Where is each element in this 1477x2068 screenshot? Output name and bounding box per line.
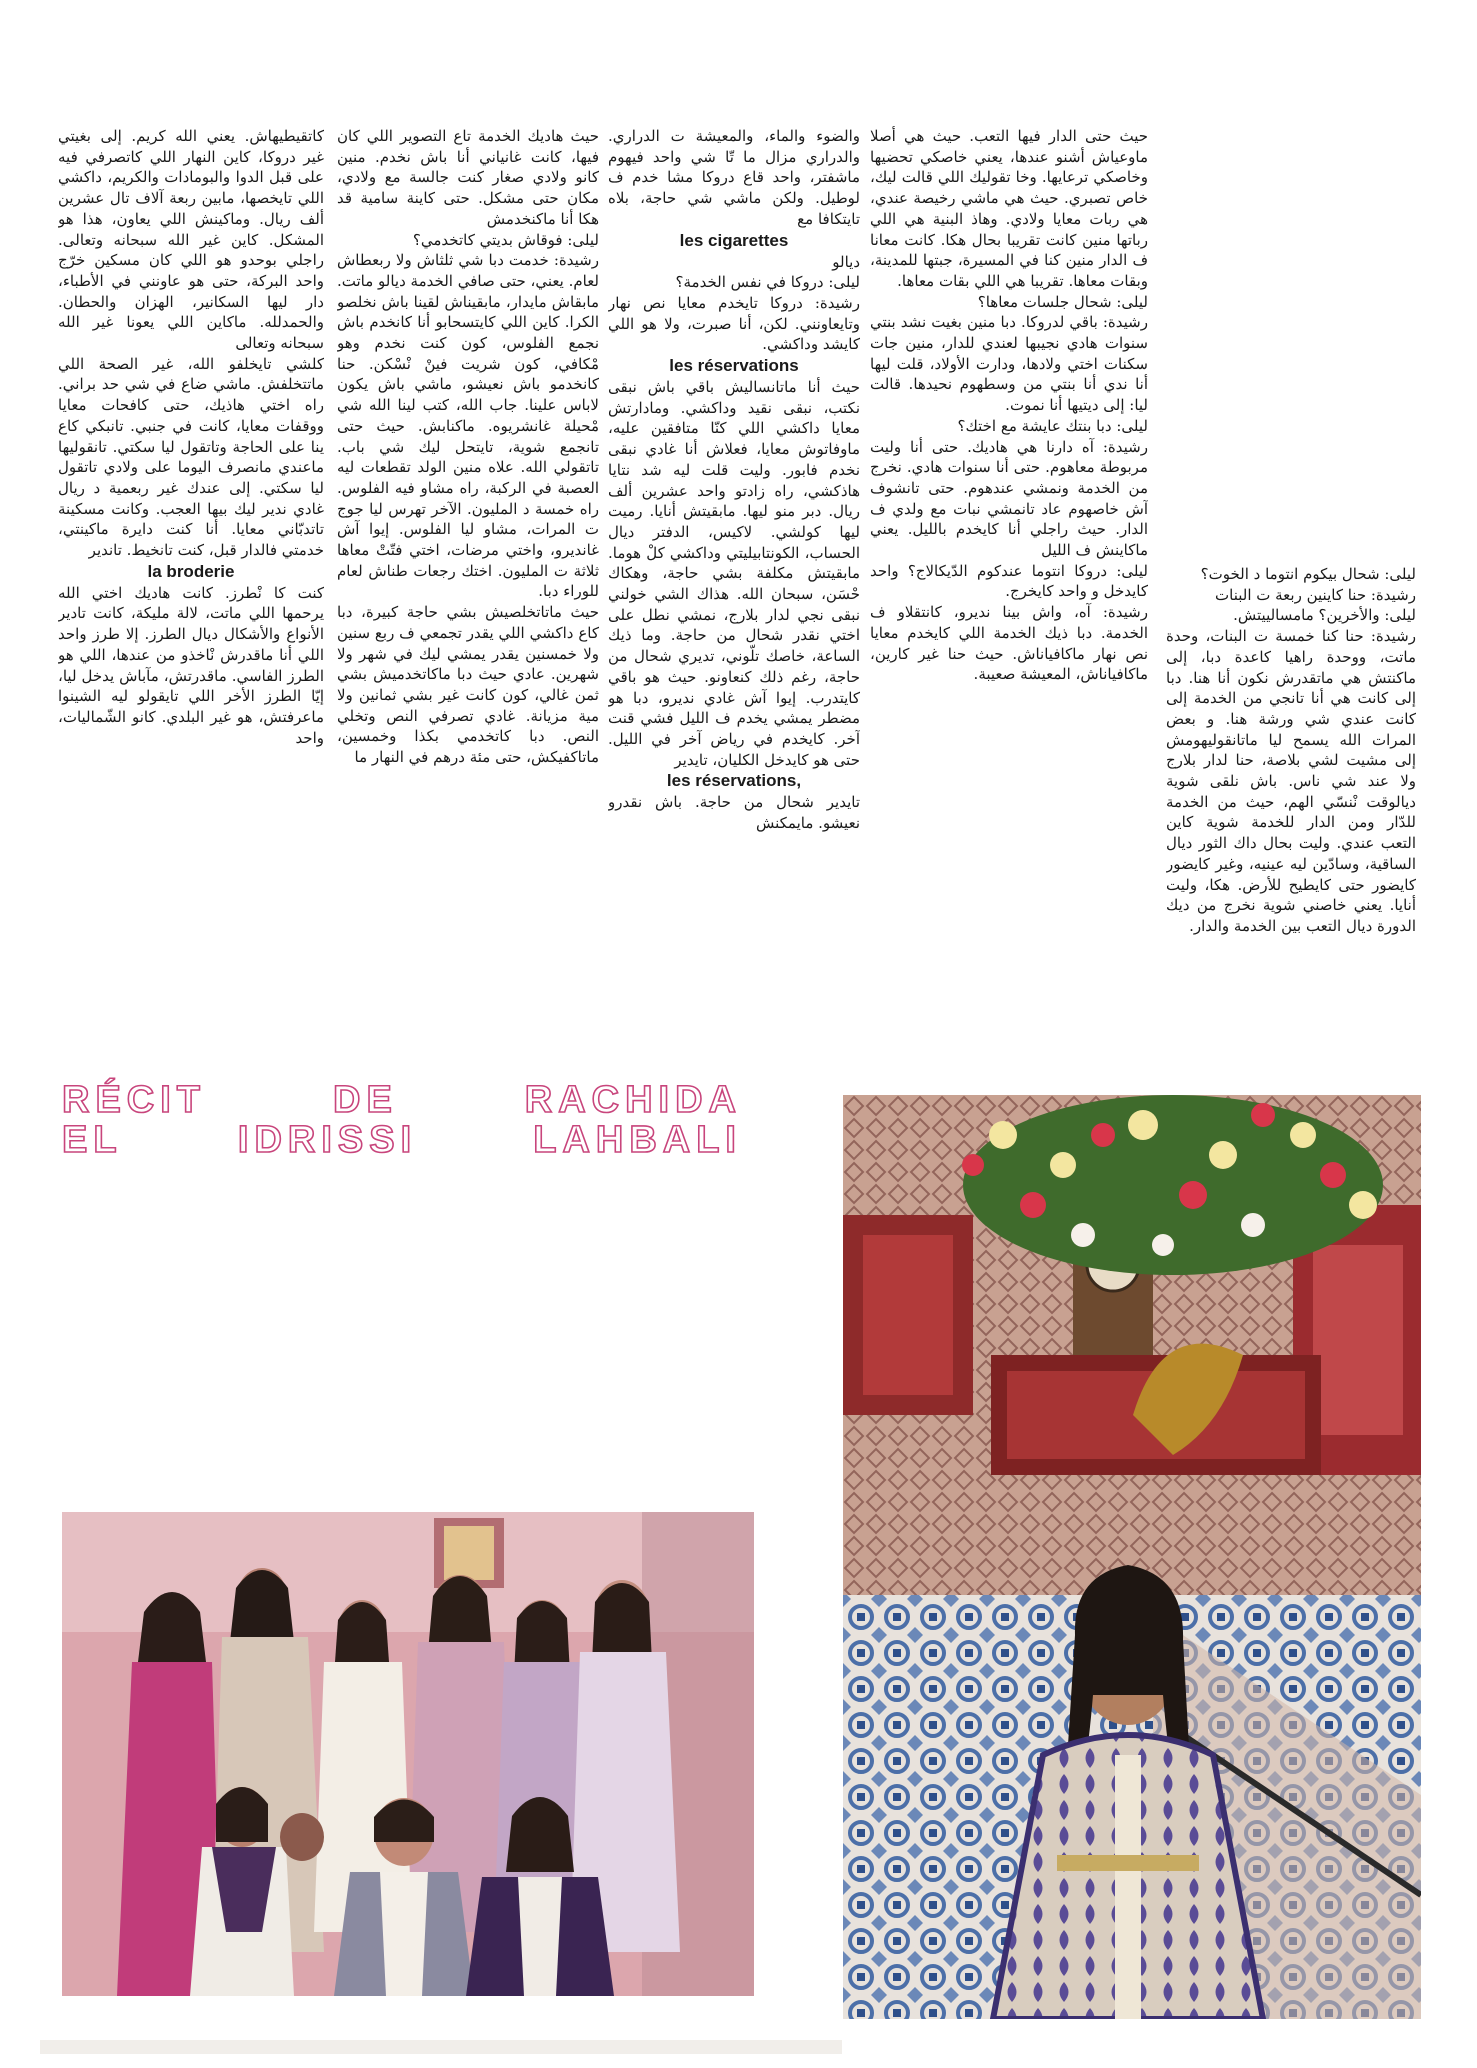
section-heading: la broderie — [147, 561, 235, 581]
paragraph: رشيدة: آه، واش بينا نديرو، كانتقلاو ف الخدمة. دبا ذيك الخدمة اللي كايخدم معايا نص نهار ماكافياناش. حيث حنا غير كارين، ماكافياناش، المعيشة صعيبة. — [870, 603, 1148, 684]
paragraph: حيث ماتاتخلصيش بشي حاجة كبيرة، دبا كاع داكشي اللي يقدر تجمعي ف ربع سنين ولا خمسنين يقدر يمشي ليك في شهر ولا شهرين. عادي حيث دبا ماكاتخدميش بشي ثمن غالي، كون كانت غير بشي ثمانين ولا مية مزيانة. غادي تصرفي النص وتخلي النص. دبا كاتخدمي بكذا وخمسين، ماتاكفيكش، حتى مئة درهم في النهار ما — [337, 603, 599, 767]
group-photo — [62, 1512, 754, 1996]
paragraph: حيث أنا ماتانساليش باقي باش نبقى نكتب، نبقى نقيد وداكشي. ومادارتش معايا داكشي اللي كنّا متافقين عليه، ماوفاتوش معايا، فعلاش أنا غادي نبقى نخدم فابور. وليت قلت ليه شد نتايا هاذكشي، راه زادتو واحد عشرين ألف ريال. دبر منو ليها. مابقيتش أنايا. رميت ليها كولشي. لاكيس، الدفتر ديال الحساب، الكونتابيليتي وداكشي كلْ هوما. مابقيتش مكلفة بشي حاجة، وهكاك حْسَن، سبحان الله. هذاك الشي خولني نبقى نجي لدار بلارج، نمشي نطل على اختي نقدر شحال من حاجة. وما ذيك الساعة، خاصك تلّوني، تديري شحال من حاجة، رغم ذلك كنعاونو. حيث هو باقي كايتدرب. إيوا آش غادي نديرو، دبا هو مضطر يمشي يخدم ف الليل فشي قنت آخر. كايخدم في رياض آخر في الليل. حتى هو كايدخل الكليان، تايدير — [608, 378, 860, 769]
article-title-line-2: EL IDRISSI LAHBALI — [62, 1119, 742, 1161]
article-title-line-1: RÉCIT DE RACHIDA — [62, 1079, 742, 1121]
portrait-photo — [843, 1095, 1421, 2019]
paragraph: ليلى: شحال بيكوم انتوما د الخوت؟ رشيدة: حنا كاينين ربعة ت البنات ليلى: والأخرين؟ مامسالييتش. رشيدة: حنا كنا خمسة ت البنات، وحدة ماتت، ووحدة راهيا كاعدة دبا، إلى ماكنتش هي ماتقدرش نكون أنا هنا. دبا إلى كانت هي أنا تانجي من الخدمة إلى كانت عندي شي ورشة هنا. و بعض المرات الله يسمح ليا ماتانقوليهومش إلى مشيت لشي بلاصة، حنا لدار بلارج ولا عند شي ناس. باش نلقى شوية ديالوقت نْنسّي الهم، حيث من الخدمة للدّار ومن الدار للخدمة شوية كاين التعب عندي. وليت بحال داك الثور ديال الساقية، وسادّين ليه عينيه، وغير كايضور كايضور حتى كايطيح للأرض. هكا، وليت أنايا. يعني خاصني شوية نخرج من ديك الدورة ديال التعب بين الخدمة والدار. — [1166, 565, 1416, 935]
text-column-4 — [337, 126, 599, 1066]
portrait-photo-drawing — [843, 1095, 1421, 2019]
paragraph: ليلى: دبا بنتك عايشة مع اختك؟ رشيدة: آه دارنا هي هاديك. حتى أنا وليت مربوطة معاهوم. حتى أنا سنوات هادي. نخرج من الخدمة ونمشي عندهوم. حتى تانشوف آش خاصهوم عاد تانمشي نبات مع ولدي ف الدار. حيث راجلي أنا كايخدم بالليل. يعني ماكاينش ف الليل — [870, 416, 1148, 560]
article-title — [62, 1080, 742, 1160]
text-column-1 — [1166, 564, 1416, 1084]
text-column-5 — [58, 126, 324, 1066]
section-heading: les réservations — [669, 356, 799, 376]
text-column-2 — [870, 126, 1148, 1066]
paragraph: حيث هاديك الخدمة تاع التصوير اللي كان فيها، كانت غانياني أنا باش نخدم. منين كانو ولادي صغار كنت جالسة مع ولادي، مكان حتى مشكل. حتى كاينة سامية قد هكا أنا ماكنخدمش — [337, 127, 599, 228]
paragraph: تايدير شحال من حاجة. باش نقدرو نعيشو. مايمكنش — [608, 793, 860, 833]
paragraph: كاتقيطيهاش. يعني الله كريم. إلى بغيتي غير دروكا، كاين النهار اللي كاتصرفي فيه على قبل الدوا والبومادات والكريم، داكشي اللي تايخصها، مابين ربعة آلاف تال عشرين ألف ريال. وماكينش اللي يعاون، هذا هو المشكل. كاين غير الله سبحانه وتعالى. راجلي بوحدو هو اللي كان مسكين خرّج واحد البركة، حتى هو عاونني في الأطباء، دار ليها السكانير، الهزان والحطان. والحمدلله. ماكاين اللي يعونا غير الله سبحانه وتعالى — [58, 127, 324, 353]
group-photo-drawing — [62, 1512, 754, 1996]
paragraph: ليلى: فوقاش بديتي كاتخدمي؟ رشيدة: خدمت دبا شي ثلثاش ولا ربعطاش لعام. يعني، حتى صافي الخدمة ديالو ماتت. مابقاش مايدار، مابقيناش لقينا باش نخلصو الكرا. كاين اللي كايتسحابو أنا كانخدم باش نجمع الفلوس، كون كنت نخدم وهو مْكافي، كون شريت فينْ نْسْكن. حنا كانخدمو باش نعيشو، ماشي باش يكون لاباس علينا. جاب الله، كتب لينا الله شي مْحيلة غانشريوه. ماكنابش. حيث حتى تانجمع شوية، تايتحل ليك شي باب. تاتقولي الله. علاه منين الولد تقطعات ليه العصبة في الركبة، راه مشاو فيه الفلوس. راه خمسة د المليون. الآخر تهرس ليا جوج ت المرات، مشاو ليا الفلوس. إيوا آش غانديرو، واختي مرضات، اختي فتّتْ معاها ثلاثة ت المليون. اختك رجعات طناش لعام للوراء دبا. — [337, 230, 599, 601]
section-heading: les réservations, — [666, 771, 802, 791]
paragraph: كنت كا نْطرز. كانت هاديك اختي الله يرحمها اللي ماتت، لالة مليكة، كانت تادير الأنواع والأشكال ديال الطرز. إلا طرز واحد اللي أنا ماقدرش نْاخذو من عندها، اللي هو الطرز الفاسي. ماقدرتش، مآباش يدخل ليا، إيّا الطرز الأخر اللي تايقولو ليه الشينوا ماعرفتش، هو غير البلدي. كانو الشّماليات، واحد — [58, 583, 324, 747]
section-heading: les cigarettes — [679, 230, 789, 250]
text-column-3 — [608, 126, 860, 1066]
paragraph: ليلى: شحال جلسات معاها؟ رشيدة: باقي لدروكا. دبا منين بغيت نشد بنتي سنوات هادي نجيبها لعندي للدار، منين جات سكنات اختي ولادها، ودارت الأولاد، قلت ليها أنا ندي أنا بنتي من وسطهوم نحيدها. قالت ليا: إلى ديتيها أنا نموت. — [870, 292, 1148, 415]
bottom-paper-edge — [40, 2040, 842, 2054]
paragraph: ديالو ليلى: دروكا في نفس الخدمة؟ رشيدة: دروكا تايخدم معايا نص نهار وتايعاونني. لكن، أنا صبرت، ولا هو اللي كايشد وداكشي. — [608, 252, 860, 354]
paragraph: كلشي تايخلفو الله، غير الصحة اللي ماتتخلفش. ماشي ضاع في شي حد براني. راه اختي هاذيك، حتى كافحات معايا ووقفات معايا، كانت في جنبي. تانبكي كاع ينا على الحاجة وتاتقول ليا سكتي. تانقوليها ماعندي مانصرف اليوما على ولادي تاتقول ليا سكتي. إلى عندك غير ربعمية د ريال غادي ندير ليك بيها العجب. وكانت مسكينة تاتدبّاني معايا. أنا كنت دايرة ماكينتي، خدمتي فالدار قبل، كنت تانخيط. تاندير — [58, 354, 324, 560]
paragraph: والضوء والماء، والمعيشة ت الدراري. والدراري مزال ما تّا شي واحد فيهوم ماشفتر، واحد قاع دروكا مشا خدم ف لوطيل. ولكن ماشي شي حاجة، بلاه تايتكافا مع — [608, 127, 860, 228]
paragraph: ليلى: دروكا انتوما عندكوم الدّيكالاج؟ واحد كايدخل و واحد كايخرج. — [870, 561, 1148, 601]
paragraph: حيث حتى الدار فيها التعب. حيث هي أصلا ماوعياش أشنو عندها، يعني خاصكي تحضيها وخاصكي ترعايها. وخا تقوليك اللي قالت ليك، خاص تصبري. حيث هي ماشي رخيصة عندي، هي ربات معايا ولادي. وهاذ البنية هي اللي رباتها منين كانت تقريبا بحال هكا. كانت معانا ف الدار منين كنا في المسيرة، جبتها للمدينة، وبقات معاها. تقريبا هي اللي بقات معاها. — [870, 127, 1148, 290]
